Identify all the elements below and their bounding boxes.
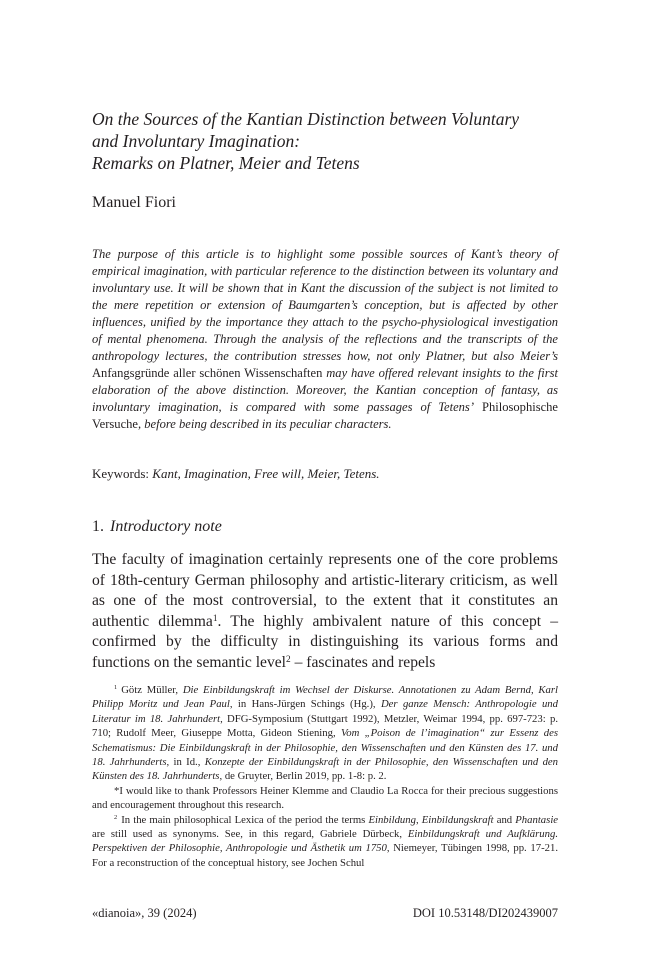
footnote-text: Götz Müller, — [121, 684, 179, 696]
article-title — [92, 108, 567, 174]
footnote-ref[interactable]: 1 — [212, 613, 218, 624]
footnote-work-title: Einbildungskraft und Aufklärung. Perspektiven der Philosophie, Anthropologie und Ästhetik um 1750 — [92, 828, 559, 855]
footnote-work-title: Konzepte der Einbildungskraft in der Philosophie, den Wissenschaften und den Künsten des 18. Jahrhunderts — [92, 756, 559, 783]
abstract — [92, 246, 558, 432]
title-line: Remarks on Platner, Meier and Tetens — [92, 153, 360, 173]
footnotes — [92, 683, 558, 870]
footnote-text: , in Id., — [166, 756, 201, 769]
keywords-label: Keywords: — [92, 466, 150, 481]
footnote-1 — [92, 683, 558, 784]
footnote-text: are still used as synonyms. See, in this regard, Gabriele Dürbeck, — [92, 828, 403, 841]
footnote-text: , in Hans-Jürgen Schings (Hg.), — [229, 698, 376, 711]
title-line: On the Sources of the Kantian Distinction between Voluntary — [92, 109, 520, 129]
footnote-marker: 2 — [114, 814, 118, 822]
author-name: Manuel Fiori — [92, 194, 176, 211]
abstract-work-title: Anfangsgründe aller schönen Wissenschaften — [92, 365, 323, 380]
footnote-text: , Niemeyer, Tübingen 1998, pp. 17-21. For a reconstruction of the conceptual history, see Jochen Schul — [92, 842, 558, 869]
abstract-text: , before being described in its peculiar characters. — [138, 416, 392, 431]
footnote-text: In the main philosophical Lexica of the period the terms — [121, 813, 366, 826]
footnote-work-title: Die Einbildungskraft im Wechsel der Diskurse. Annotationen zu Adam Bernd, Karl Philipp Moritz und Jean Paul — [92, 684, 559, 711]
abstract-text: may have offered relevant insights to the first elaboration of the above distinction. Moreover, the Kantian conception of fantasy, as involuntary imagination, is compared with some passages of Tetens’ — [92, 365, 558, 414]
body-text: . The highly ambivalent nature of this concept – confirmed by the difficulty in distinguishing its various forms and functions on the semantic level — [92, 612, 558, 671]
abstract-text: The purpose of this article is to highlight some possible sources of Kant’s theory of empirical imagination, with particular reference to the distinction between its voluntary and involuntary use. It will be shown that in Kant the discussion of the subject is not limited to the mere repetition or extension of Baumgarten’s conception, but is affected by other influences, unified by the importance they attach to the psycho-physiological investigation of mental phenomena. Through the analysis of the reflections and the transcripts of the anthropology lectures, the contribution stresses how, not only Platner, but also Meier’s — [92, 247, 558, 363]
footnote-work-title: Der ganze Mensch: Anthropologie und Literatur im 18. Jahrhundert — [92, 698, 558, 725]
journal-citation: «dianoia», 39 (2024) — [92, 906, 197, 920]
footnote-term: Einbildungskraft — [421, 813, 494, 826]
footnote-term: Phantasie — [515, 813, 559, 826]
keywords-list: Kant, Imagination, Free will, Meier, Tetens. — [152, 466, 380, 481]
body-text: – fascinates and repels — [290, 653, 436, 671]
doi-label[interactable]: DOI 10.53148/DI202439007 — [412, 906, 558, 920]
footnote-work-title: Vom „Poison de l’imagination“ zur Essenz des Schematismus: Die Einbildungskraft in der Philosophie, den Wissenschaften und den Künsten des 17. und 18. Jahrhunderts — [92, 727, 559, 769]
section-heading — [92, 517, 222, 537]
body-paragraph — [92, 550, 558, 674]
abstract-work-title: Philosophische Versuche — [92, 399, 558, 431]
body-text: The faculty of imagination certainly represents one of the core problems of 18th-century German philosophy and artistic-literary criticism, as well as one of the most controversial, to the extent that it constitutes an authentic dilemma — [92, 551, 558, 630]
footnote-ref[interactable]: 2 — [286, 654, 291, 665]
footnote-acknowledgement: *I would like to thank Professors Heiner Klemme and Claudio La Rocca for their precious suggestions and encouragement throughout this research. — [92, 784, 558, 812]
footnote-text: , — [415, 813, 419, 826]
footnote-text: and — [496, 813, 513, 826]
footnote-text: , DFG-Symposium (Stuttgart 1992), Metzler, Weimar 1994, pp. 697-723: p. 710; Rudolf Meer, Giuseppe Motta, Gideon Stiening, — [92, 712, 558, 740]
footnote-marker: 1 — [114, 684, 118, 692]
footnote-text: , de Gruyter, Berlin 2019, pp. 1-8: p. 2. — [219, 770, 387, 783]
section-title: Introductory note — [110, 518, 222, 535]
footnote-term: Einbildung — [368, 813, 416, 826]
footnote-2 — [92, 813, 558, 871]
keywords — [92, 465, 562, 482]
section-number: 1. — [92, 518, 104, 535]
title-line: and Involuntary Imagination: — [92, 131, 301, 151]
